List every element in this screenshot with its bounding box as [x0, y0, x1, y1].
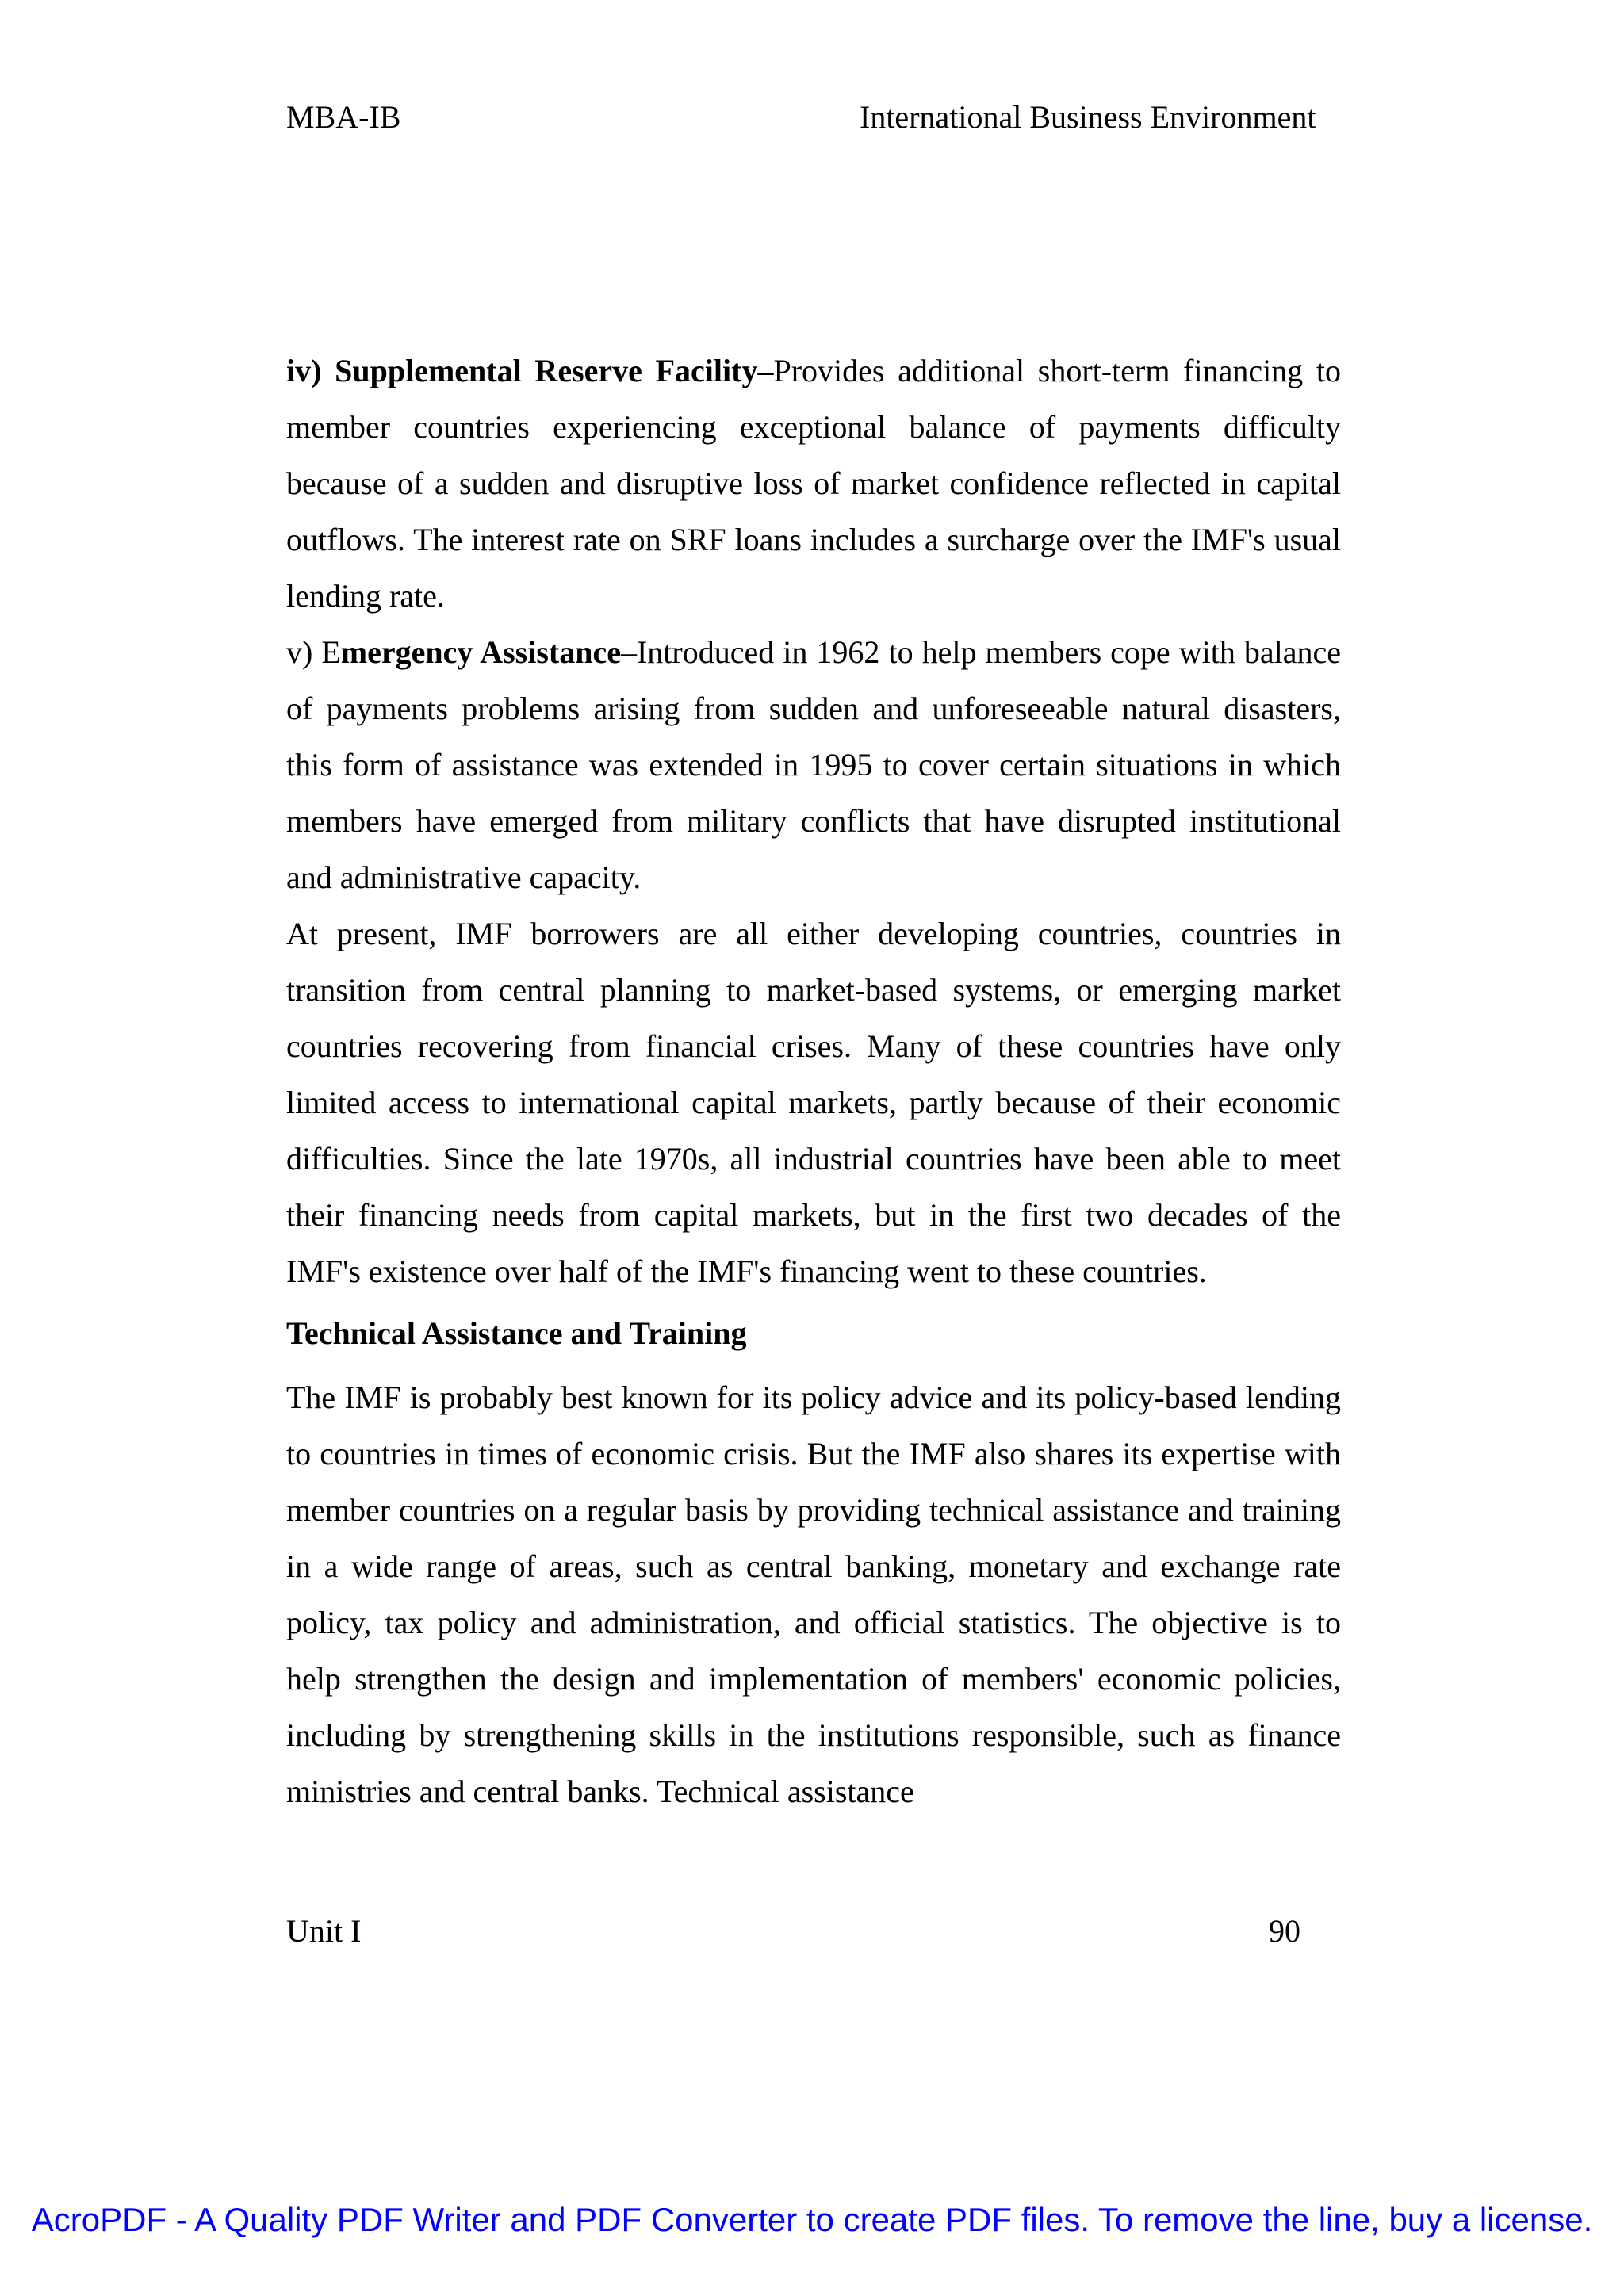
footer-unit-label: Unit I	[286, 1913, 362, 1949]
paragraph-technical-assistance: The IMF is probably best known for its policy advice and its policy-based lending to countries in times of economic crisis. But the IMF also shares its expertise with member countries on a regular basis by providing technical assistance and training in a wide range of areas, such as central banking, monetary and exchange rate policy, tax policy and administration, and official statistics. The objective is to help strengthen the design and implementation of members' economic policies, including by strengthening skills in the institutions responsible, such as finance ministries and central banks. Technical assistance	[286, 1380, 1341, 1809]
definition-supplemental-reserve-facility: Provides additional short-term financing to member countries experiencing exceptional balance of payments difficulty because of a sudden and disruptive loss of market confidence reflected in capital outflows. The interest rate on SRF loans includes a surcharge over the IMF's usual lending rate.	[286, 353, 1341, 614]
term-emergency-assistance: mergency Assistance–	[340, 634, 637, 670]
running-header-left: MBA-IB	[286, 99, 401, 135]
section-heading-technical-assistance: Technical Assistance and Training	[286, 1315, 747, 1351]
term-emergency-assistance-prefix: v) E	[286, 634, 341, 670]
paragraph-emergency-assistance	[286, 624, 1341, 905]
paragraph-imf-borrowers: At present, IMF borrowers are all either developing countries, countries in transition from central planning to market-based systems, or emerging market countries recovering from financial crises. Many of these countries have only limited access to international capital markets, partly because of their economic difficulties. Since the late 1970s, all industrial countries have been able to meet their financing needs from capital markets, but in the first two decades of the IMF's existence over half of the IMF's financing went to these countries.	[286, 916, 1341, 1289]
page-body	[286, 342, 1341, 1820]
definition-emergency-assistance: Introduced in 1962 to help members cope with balance of payments problems arising from sudden and unforeseeable natural disasters, this form of assistance was extended in 1995 to cover certain situations in which members have emerged from military conflicts that have disrupted institutional and administrative capacity.	[286, 634, 1341, 895]
page-number: 90	[1269, 1913, 1300, 1949]
running-header-right: International Business Environment	[860, 99, 1316, 135]
term-supplemental-reserve-facility: iv) Supplemental Reserve Facility–	[286, 353, 774, 388]
paragraph-supplemental-reserve-facility	[286, 342, 1341, 624]
acropdf-watermark: AcroPDF - A Quality PDF Writer and PDF Converter to create PDF files. To remove the line, buy a license.	[31, 2201, 1593, 2238]
